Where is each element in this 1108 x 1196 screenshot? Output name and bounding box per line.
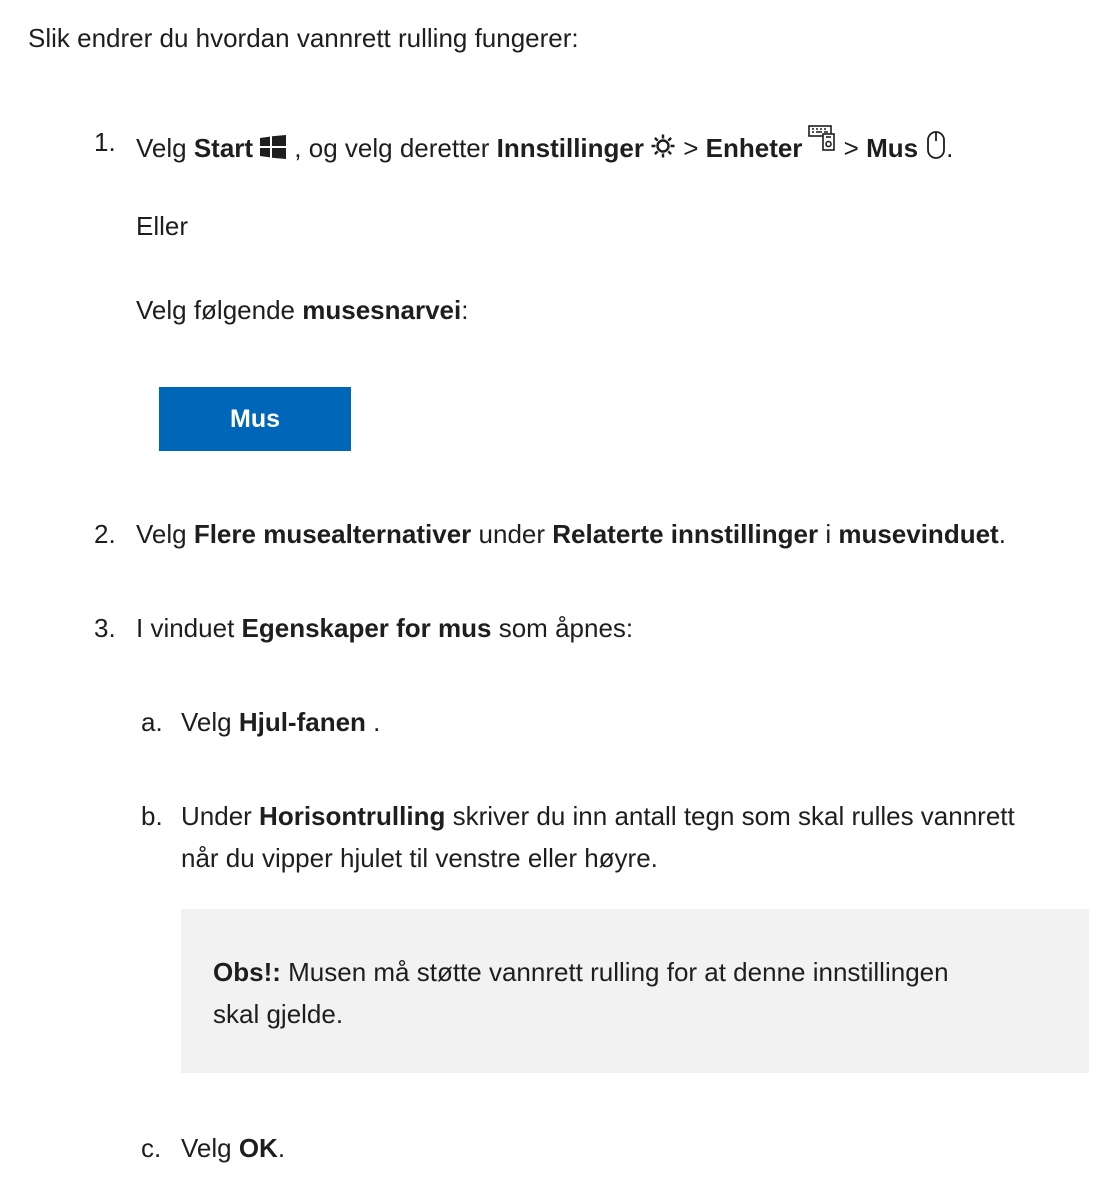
substep-letter: a. [141,707,163,737]
mouse-icon [926,129,946,171]
substep-a-text: Velg Hjul-fanen . [181,707,381,737]
substep-letter: c. [141,1133,162,1163]
substep-c-text: Velg OK. [181,1133,286,1163]
note-label: Obs!: [213,957,281,987]
step-number: 3. [94,613,116,643]
substep-b-text: Under Horisontrulling skriver du inn antall tegn som skal rulles vannrett når du vipper hjulet til venstre eller høyre. [181,801,1015,873]
or-text: Eller [136,211,189,241]
substep-letter: b. [141,801,163,831]
devices-icon [808,121,836,163]
note-box: Obs!: Musen må støtte vannrett rulling for at denne innstillingen skal gjelde. [181,909,1089,1073]
step-number: 1. [94,127,116,157]
mouse-label: Mus [866,133,919,163]
step-1-text: Velg Start , og velg deretter Innstillinger > Enheter > Mus . [136,121,953,171]
shortcut-text: Velg følgende musesnarvei: [136,295,469,325]
settings-label: Innstillinger [496,133,644,163]
step-2-text: Velg Flere musealternativer under Relaterte innstillinger i musevinduet. [136,519,1006,549]
windows-logo-icon [259,129,287,171]
mouse-shortcut-button[interactable]: Mus [159,387,351,451]
intro-text: Slik endrer du hvordan vannrett rulling fungerer: [28,23,579,53]
step-3-text: I vinduet Egenskaper for mus som åpnes: [136,613,634,643]
gear-icon [650,129,676,171]
start-label: Start [193,133,254,163]
devices-label: Enheter [705,133,803,163]
step-number: 2. [94,519,116,549]
